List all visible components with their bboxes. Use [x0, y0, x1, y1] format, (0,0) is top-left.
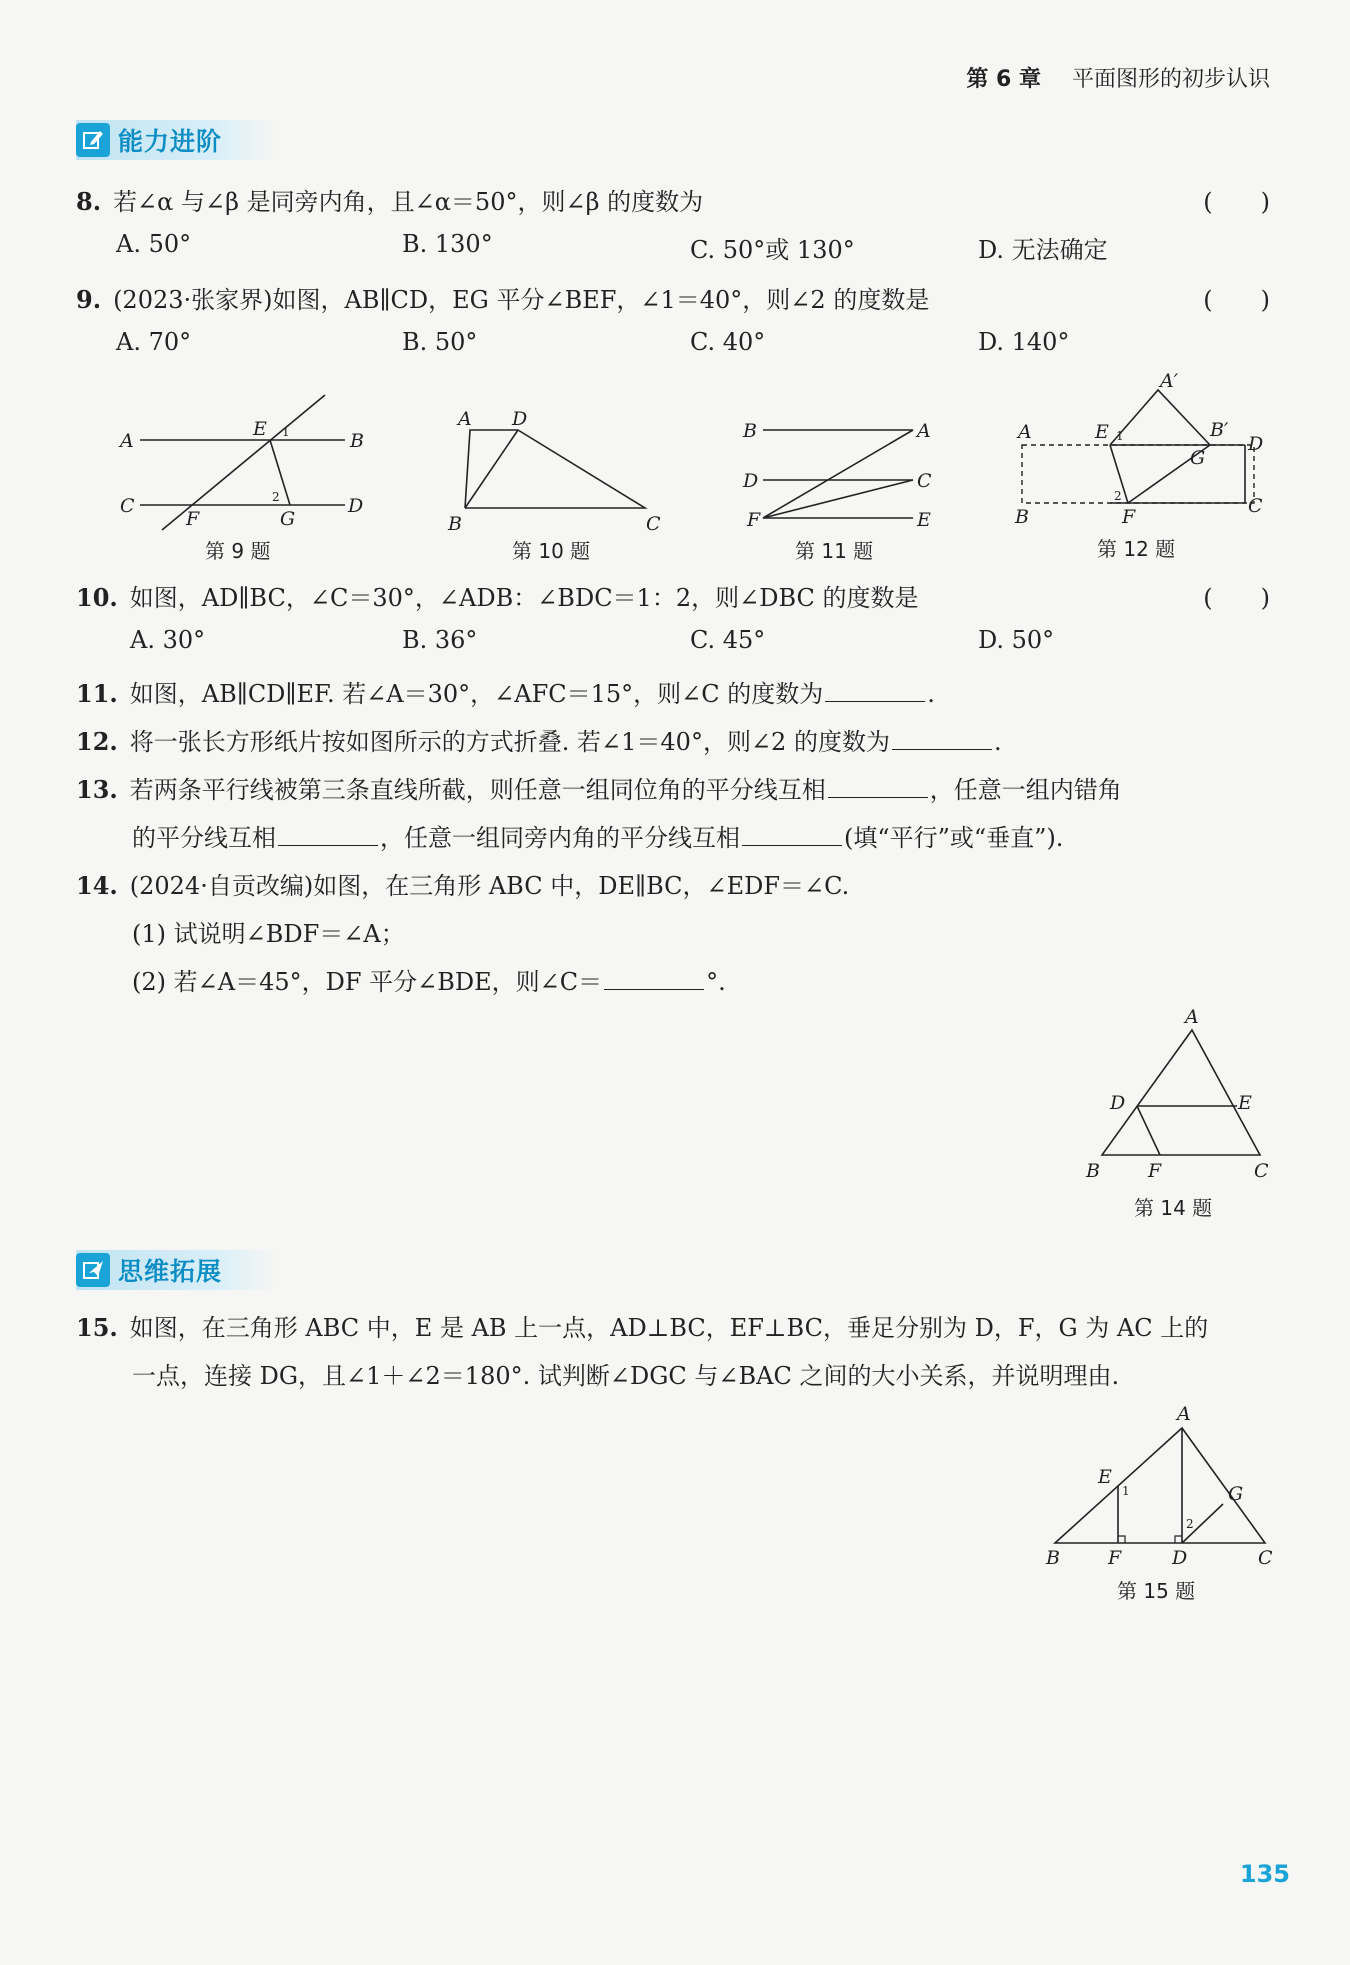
fig11-label: A	[917, 420, 931, 442]
fig11-label: C	[917, 470, 932, 492]
question-13: 13. 若两条平行线被第三条直线所截，则任意一组同位角的平分线互相 ，任意一组内错角	[76, 775, 1122, 804]
figure-caption: 第 11 题	[795, 539, 874, 563]
fig12-label: 2	[1114, 489, 1122, 503]
question-15	[76, 1308, 1208, 1343]
question-13-line2: 的平分线互相 ，任意一组同旁内角的平分线互相 (填“平行”或“垂直”).	[132, 824, 1064, 852]
fig10-label: C	[646, 513, 661, 535]
fig14-label: A	[1185, 1006, 1199, 1028]
fig9-label: D	[348, 495, 364, 517]
question-number: 9.	[76, 285, 102, 314]
figure-14	[1080, 1005, 1280, 1190]
fig9-label: B	[350, 430, 364, 452]
fig9-label: 1	[282, 425, 290, 439]
paper-plane-icon	[76, 1253, 110, 1287]
option-b: B. 50°	[402, 328, 478, 356]
chapter-title: 平面图形的初步认识	[1071, 67, 1270, 92]
answer-bracket: ( )	[1203, 584, 1270, 612]
question-text: (2023·张家界)如图，AB∥CD，EG 平分∠BEF，∠1＝40°，则∠2 的度数是	[113, 286, 930, 314]
figure-caption: 第 14 题	[1134, 1196, 1213, 1220]
figure-12	[1010, 370, 1280, 535]
answer-blank[interactable]	[604, 969, 704, 990]
question-14-part2: (2) 若∠A＝45°，DF 平分∠BDE，则∠C＝ °.	[132, 968, 726, 996]
option-a: A. 30°	[130, 626, 206, 654]
fig10-label: A	[458, 408, 472, 430]
question-text: (2024·自贡改编)如图，在三角形 ABC 中，DE∥BC，∠EDF＝∠C.	[129, 872, 850, 900]
fig9-label: 2	[272, 490, 280, 504]
fig15-label: F	[1108, 1547, 1122, 1569]
fig11-label: D	[743, 470, 759, 492]
question-12: 12. 将一张长方形纸片按如图所示的方式折叠. 若∠1＝40°，则∠2 的度数为 .	[76, 727, 1002, 756]
question-number: 14.	[76, 871, 118, 900]
answer-bracket: ( )	[1203, 188, 1270, 216]
answer-blank[interactable]	[742, 825, 842, 846]
fig11-label: B	[743, 420, 757, 442]
fig14-label: C	[1254, 1160, 1269, 1182]
fig12-label: B	[1015, 506, 1029, 528]
fig15-label: E	[1098, 1466, 1112, 1488]
option-a: A. 70°	[116, 328, 192, 356]
section-header-thinking	[76, 1250, 276, 1290]
option-a: A. 50°	[116, 230, 192, 258]
question-10	[76, 578, 919, 613]
fig15-label: D	[1172, 1547, 1188, 1569]
figure-11	[735, 410, 945, 535]
fig9-label: A	[120, 430, 134, 452]
fig14-label: F	[1148, 1160, 1162, 1182]
figure-caption: 第 10 题	[512, 539, 591, 563]
option-c: C. 45°	[690, 626, 766, 654]
question-text: 如图，AB∥CD∥EF. 若∠A＝30°，∠AFC＝15°，则∠C 的度数为	[129, 680, 824, 708]
fig12-label: D	[1248, 433, 1264, 455]
option-d: D. 140°	[978, 328, 1070, 356]
fig15-label: G	[1228, 1483, 1244, 1505]
fig9-label: G	[280, 508, 296, 530]
figure-10	[440, 400, 670, 540]
answer-blank[interactable]	[892, 729, 992, 750]
question-text: 如图，在三角形 ABC 中，E 是 AB 上一点，AD⊥BC，EF⊥BC，垂足分别为 D，F，G 为 AC 上的	[129, 1314, 1209, 1342]
fig14-label: E	[1238, 1092, 1252, 1114]
question-number: 11.	[76, 679, 118, 708]
answer-bracket: ( )	[1203, 286, 1270, 314]
fig10-label: D	[512, 408, 528, 430]
figure-caption: 第 9 题	[205, 539, 271, 563]
fig9-label: E	[253, 418, 267, 440]
question-number: 8.	[76, 187, 102, 216]
fig15-label: C	[1258, 1547, 1273, 1569]
question-text: 将一张长方形纸片按如图所示的方式折叠. 若∠1＝40°，则∠2 的度数为	[129, 728, 890, 756]
fig15-label: B	[1046, 1547, 1060, 1569]
answer-blank[interactable]	[825, 681, 925, 702]
fig12-label: B′	[1210, 419, 1229, 441]
fig12-label: G	[1190, 447, 1206, 469]
figure-9	[110, 390, 370, 540]
fig12-label: C	[1248, 495, 1263, 517]
pencil-icon	[76, 123, 110, 157]
question-14-part1: (1) 试说明∠BDF＝∠A；	[132, 920, 405, 948]
section-title: 能力进阶	[118, 127, 223, 156]
question-15-line2: 一点，连接 DG，且∠1＋∠2＝180°. 试判断∠DGC 与∠BAC 之间的大小关系，并说明理由.	[132, 1362, 1120, 1390]
answer-blank[interactable]	[278, 825, 378, 846]
question-number: 15.	[76, 1313, 118, 1342]
question-text: 如图，AD∥BC，∠C＝30°，∠ADB：∠BDC＝1：2，则∠DBC 的度数是	[129, 584, 919, 612]
fig12-label: A′	[1160, 370, 1179, 392]
page-number: 135	[1239, 1860, 1290, 1888]
figure-caption: 第 15 题	[1117, 1579, 1196, 1603]
fig11-label: F	[747, 509, 761, 531]
question-14	[76, 866, 849, 901]
question-8	[76, 182, 703, 217]
question-9	[76, 280, 929, 315]
option-b: B. 36°	[402, 626, 478, 654]
option-d: D. 无法确定	[978, 236, 1108, 264]
section-title: 思维拓展	[118, 1257, 223, 1286]
option-c: C. 40°	[690, 328, 766, 356]
fig9-label: C	[120, 495, 135, 517]
fig12-label: A	[1018, 421, 1032, 443]
question-11: 11. 如图，AB∥CD∥EF. 若∠A＝30°，∠AFC＝15°，则∠C 的度数为 .	[76, 679, 935, 708]
question-number: 13.	[76, 775, 118, 804]
question-number: 10.	[76, 583, 118, 612]
option-d: D. 50°	[978, 626, 1055, 654]
fig11-label: E	[917, 509, 931, 531]
fig10-label: B	[448, 513, 462, 535]
fig15-label: A	[1177, 1403, 1191, 1425]
section-header-ability	[76, 120, 276, 160]
fig15-label: 2	[1186, 1517, 1194, 1531]
fig14-label: D	[1110, 1092, 1126, 1114]
answer-blank[interactable]	[828, 777, 928, 798]
fig14-label: B	[1086, 1160, 1100, 1182]
fig12-label: 1	[1116, 429, 1124, 443]
figure-caption: 第 12 题	[1097, 537, 1176, 561]
figure-15	[1040, 1400, 1290, 1575]
fig12-label: E	[1095, 421, 1109, 443]
question-number: 12.	[76, 727, 118, 756]
option-b: B. 130°	[402, 230, 493, 258]
fig12-label: F	[1122, 506, 1136, 528]
fig9-label: F	[186, 508, 200, 530]
question-text: 若∠α 与∠β 是同旁内角，且∠α＝50°，则∠β 的度数为	[113, 188, 704, 216]
option-c: C. 50°或 130°	[690, 236, 855, 264]
chapter-number: 第 6 章	[966, 67, 1041, 92]
running-header	[966, 62, 1270, 93]
fig15-label: 1	[1122, 1484, 1130, 1498]
